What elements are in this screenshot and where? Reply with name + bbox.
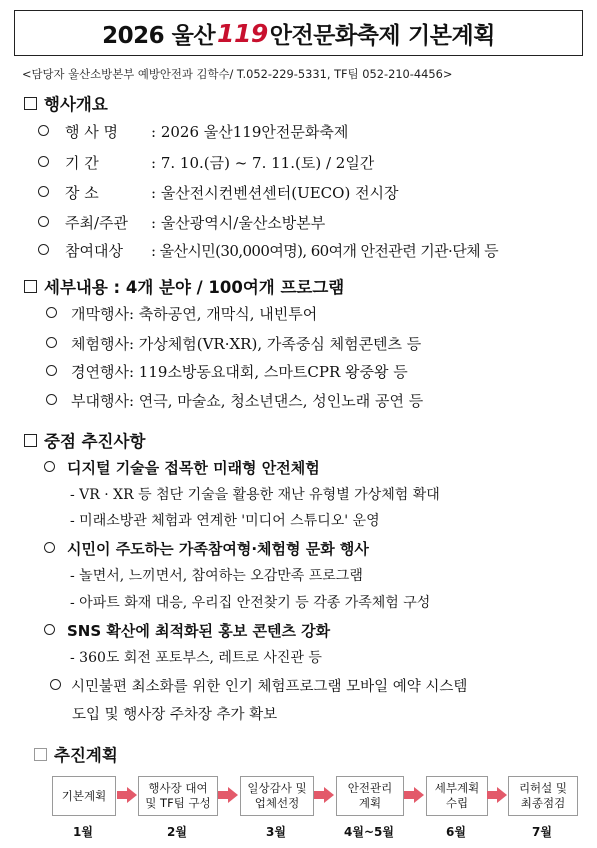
details-value: : 가상체험(VR·XR), 가족중심 체험콘텐츠 등 xyxy=(128,335,422,353)
stage-line2: 최종점검 xyxy=(520,796,566,810)
stage-line1: 행사장 대여 xyxy=(148,781,208,795)
plan-stage-box xyxy=(426,776,488,816)
details-label: 개막행사 xyxy=(71,305,129,323)
focus-point-continued: 도입 및 행사장 주차장 추가 확보 xyxy=(72,707,278,723)
overview-label: 장 소 xyxy=(65,184,99,202)
circle-bullet-icon xyxy=(38,244,49,255)
stage-month: 6월 xyxy=(446,825,466,839)
title-main: 안전문화축제 xyxy=(269,22,401,49)
stage-line1: 세부계획 xyxy=(434,781,480,795)
overview-value: : 울산전시컨벤션센터(UECO) 전시장 xyxy=(151,184,399,202)
plan-stage-box xyxy=(240,776,314,816)
overview-item xyxy=(38,212,325,233)
focus-point-title: 디지털 기술을 접목한 미래형 안전체험 xyxy=(67,459,320,477)
circle-bullet-icon xyxy=(38,186,49,197)
focus-point-title: 시민이 주도하는 가족참여형·체험형 문화 행사 xyxy=(67,540,369,558)
circle-bullet-icon xyxy=(46,307,57,318)
details-label: 부대행사 xyxy=(71,392,129,410)
focus-sub-item: - 미래소방관 체험과 연계한 '미디어 스튜디오' 운영 xyxy=(70,513,380,529)
details-item xyxy=(46,361,408,382)
focus-sub-item: - 아파트 화재 대응, 우리집 안전찾기 등 각종 가족체험 구성 xyxy=(70,595,431,611)
overview-label: 행 사 명 xyxy=(65,123,119,141)
right-arrow-icon xyxy=(314,787,334,803)
plan-stage-box xyxy=(336,776,404,816)
focus-point xyxy=(50,675,467,696)
circle-bullet-icon xyxy=(46,394,57,405)
focus-point-title: 시민불편 최소화를 위한 인기 체험프로그램 모바일 예약 시스템 xyxy=(71,679,468,695)
right-arrow-icon xyxy=(218,787,238,803)
circle-bullet-icon xyxy=(38,216,49,227)
circle-bullet-icon xyxy=(38,125,49,136)
right-arrow-icon xyxy=(117,787,137,803)
details-label: 체험행사 xyxy=(71,335,129,353)
title-year: 2026 울산 xyxy=(102,22,216,49)
plan-stage-box xyxy=(508,776,578,816)
circle-bullet-icon xyxy=(44,542,55,553)
overview-value: : 7. 10.(금) ~ 7. 11.(토) / 2일간 xyxy=(151,154,375,172)
overview-item xyxy=(38,152,374,173)
overview-label: 참여대상 xyxy=(65,242,123,260)
overview-value: : 2026 울산119안전문화축제 xyxy=(151,123,349,141)
overview-value: : 울산시민(30,000여명), 60여개 안전관련 기관·단체 등 xyxy=(151,242,499,260)
119-logo: 119 xyxy=(217,18,268,48)
stage-line2: 업체선정 xyxy=(254,796,300,810)
details-value: : 축하공연, 개막식, 내빈투어 xyxy=(128,305,318,323)
circle-bullet-icon xyxy=(38,156,49,167)
section-plan-heading: 추진계획 xyxy=(34,742,118,766)
stage-month: 1월 xyxy=(73,825,93,839)
overview-label: 기 간 xyxy=(65,154,99,172)
document-title xyxy=(14,10,583,56)
overview-label: 주최/주관 xyxy=(65,214,129,232)
circle-bullet-icon xyxy=(44,624,55,635)
checkbox-square-icon xyxy=(24,280,37,293)
stage-month: 4월~5월 xyxy=(344,825,394,839)
focus-point xyxy=(44,457,320,478)
details-value: : 연극, 마술쇼, 청소년댄스, 성인노래 공연 등 xyxy=(128,392,424,410)
focus-sub-item: - 360도 회전 포토부스, 레트로 사진관 등 xyxy=(70,650,322,666)
section-details-heading: 세부내용 : 4개 분야 / 100여개 프로그램 xyxy=(24,274,344,298)
right-arrow-icon xyxy=(404,787,424,803)
stage-month: 3월 xyxy=(266,825,286,839)
overview-item xyxy=(38,182,399,203)
checkbox-square-icon xyxy=(34,748,47,761)
stage-month: 2월 xyxy=(167,825,187,839)
plan-stage-box xyxy=(52,776,116,816)
stage-month: 7월 xyxy=(532,825,552,839)
details-item xyxy=(46,333,421,354)
stage-line1: 기본계획 xyxy=(61,788,107,803)
focus-point-title: SNS 확산에 최적화된 홍보 콘텐츠 강화 xyxy=(67,622,331,640)
details-item xyxy=(46,390,423,411)
checkbox-square-icon xyxy=(24,97,37,110)
right-arrow-icon xyxy=(487,787,507,803)
circle-bullet-icon xyxy=(44,461,55,472)
circle-bullet-icon xyxy=(50,679,61,690)
circle-bullet-icon xyxy=(46,365,57,376)
plan-stage-box xyxy=(138,776,218,816)
title-suffix: 기본계획 xyxy=(408,22,495,49)
stage-line1: 일상감사 및 xyxy=(247,781,307,795)
focus-point xyxy=(44,538,369,559)
details-label: 경연행사 xyxy=(71,363,129,381)
details-value: : 119소방동요대회, 스마트CPR 왕중왕 등 xyxy=(128,363,408,381)
overview-item xyxy=(38,240,498,261)
stage-line2: 및 TF팀 구성 xyxy=(145,796,211,810)
focus-sub-item: - 놀면서, 느끼면서, 참여하는 오감만족 프로그램 xyxy=(70,568,363,584)
focus-sub-item: - VR · XR 등 첨단 기술을 활용한 재난 유형별 가상체험 확대 xyxy=(70,487,440,503)
circle-bullet-icon xyxy=(46,337,57,348)
stage-line1: 안전관리 xyxy=(347,781,393,795)
stage-line1: 리허설 및 xyxy=(518,781,568,795)
section-overview-heading: 행사개요 xyxy=(24,91,108,115)
contact-info: <담당자 울산소방본부 예방안전과 김학수/ T.052-229-5331, TF팀 052-210-4456> xyxy=(22,67,453,81)
section-focus-heading: 중점 추진사항 xyxy=(24,428,145,452)
focus-point xyxy=(44,620,330,641)
checkbox-square-icon xyxy=(24,434,37,447)
overview-value: : 울산광역시/울산소방본부 xyxy=(151,214,326,232)
stage-line2: 수립 xyxy=(445,796,469,810)
stage-line2: 계획 xyxy=(358,796,382,810)
details-item xyxy=(46,303,317,324)
overview-item xyxy=(38,121,348,142)
